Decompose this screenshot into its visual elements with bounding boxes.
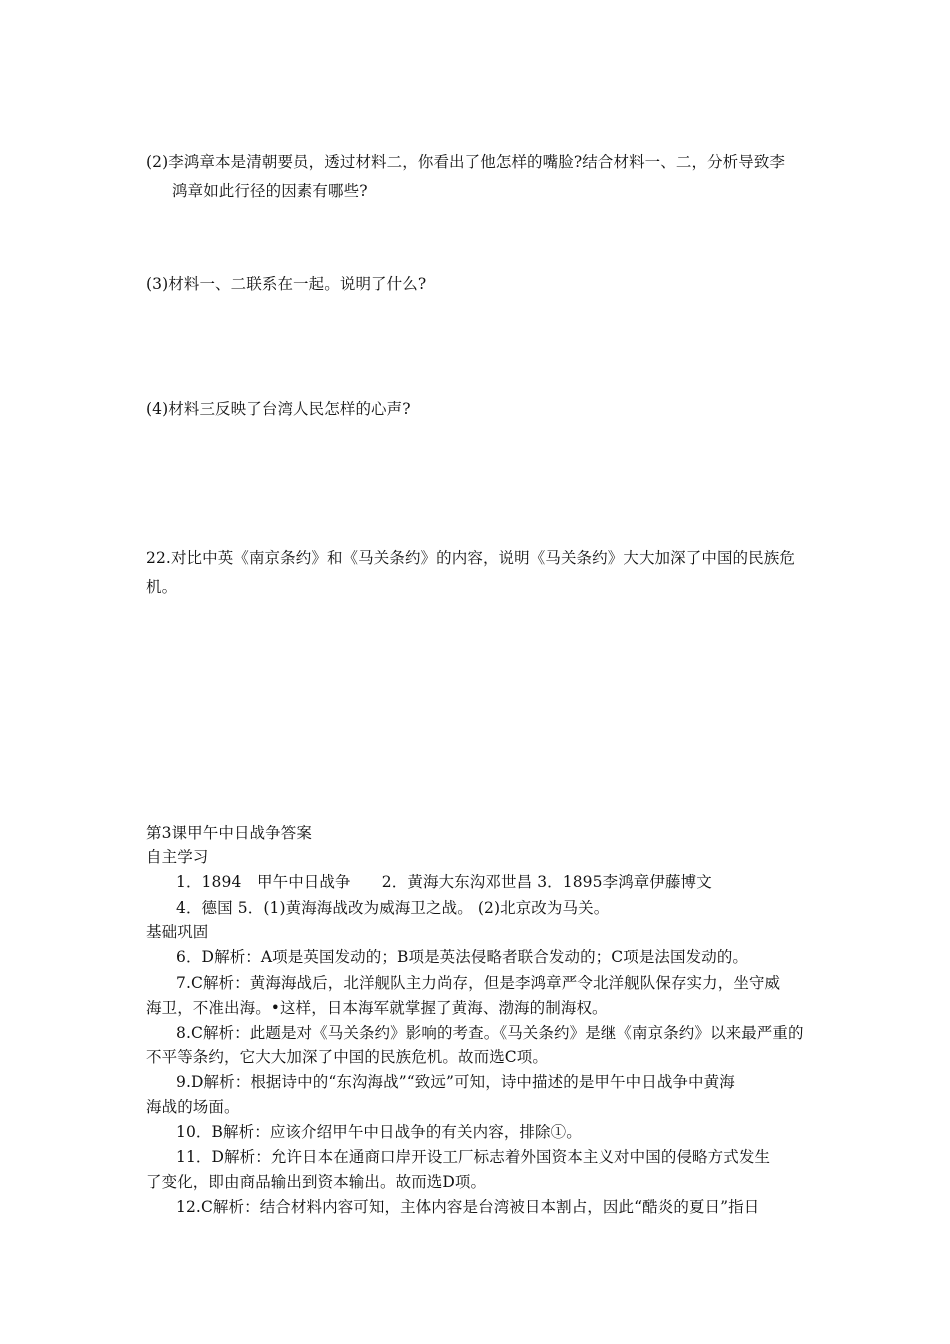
answer-9-line-2: 海战的场面。 (146, 1098, 240, 1116)
answer-6: 6．D解析：A项是英国发动的；B项是英法侵略者联合发动的；C项是法国发动的。 (176, 948, 749, 966)
section-consolidation: 基础巩固 (146, 923, 209, 941)
answer-10: 10．B解析：应该介绍甲午中日战争的有关内容，排除①。 (176, 1123, 582, 1141)
answer-4-5: 4．德国 5．(1)黄海海战改为威海卫之战。 (2)北京改为马关。 (176, 899, 610, 917)
answer-8-line-2: 不平等条约，它大大加深了中国的民族危机。故而选C项。 (146, 1048, 548, 1066)
question-3: (3)材料一、二联系在一起。说明了什么? (146, 275, 427, 293)
answer-7-line-2: 海卫，不准出海。•这样，日本海军就掌握了黄海、渤海的制海权。 (146, 999, 608, 1017)
answer-7-line-1: 7.C解析：黄海海战后，北洋舰队主力尚存，但是李鸿章严令北洋舰队保存实力，坐守威 (176, 974, 781, 992)
answer-1-3: 1．1894 甲午中日战争 2．黄海大东沟邓世昌 3．1895李鸿章伊藤博文 (176, 873, 712, 891)
answer-11-line-2: 了变化，即由商品输出到资本输出。故而选D项。 (146, 1173, 487, 1191)
answer-12-line-1: 12.C解析：结合材料内容可知，主体内容是台湾被日本割占，因此“酷炎的夏日”指日 (176, 1198, 760, 1216)
question-22-line-2: 机。 (146, 578, 178, 596)
question-2-line-1: (2)李鸿章本是清朝要员，透过材料二，你看出了他怎样的嘴脸?结合材料一、二，分析导致李 (146, 153, 786, 171)
answer-8-line-1: 8.C解析：此题是对《马关条约》影响的考查。《马关条约》是继《南京条约》以来最严重的 (176, 1024, 804, 1042)
answer-11-line-1: 11．D解析：允许日本在通商口岸开设工厂标志着外国资本主义对中国的侵略方式发生 (176, 1148, 771, 1166)
question-2-line-2: 鸿章如此行径的因素有哪些? (172, 182, 368, 200)
question-4: (4)材料三反映了台湾人民怎样的心声? (146, 400, 411, 418)
question-22-line-1: 22.对比中英《南京条约》和《马关条约》的内容，说明《马关条约》大大加深了中国的民族危 (146, 549, 795, 567)
answers-title: 第3课甲午中日战争答案 (146, 824, 312, 842)
section-self-study: 自主学习 (146, 848, 209, 866)
answer-9-line-1: 9.D解析：根据诗中的“东沟海战”“致远”可知，诗中描述的是甲午中日战争中黄海 (176, 1073, 735, 1091)
